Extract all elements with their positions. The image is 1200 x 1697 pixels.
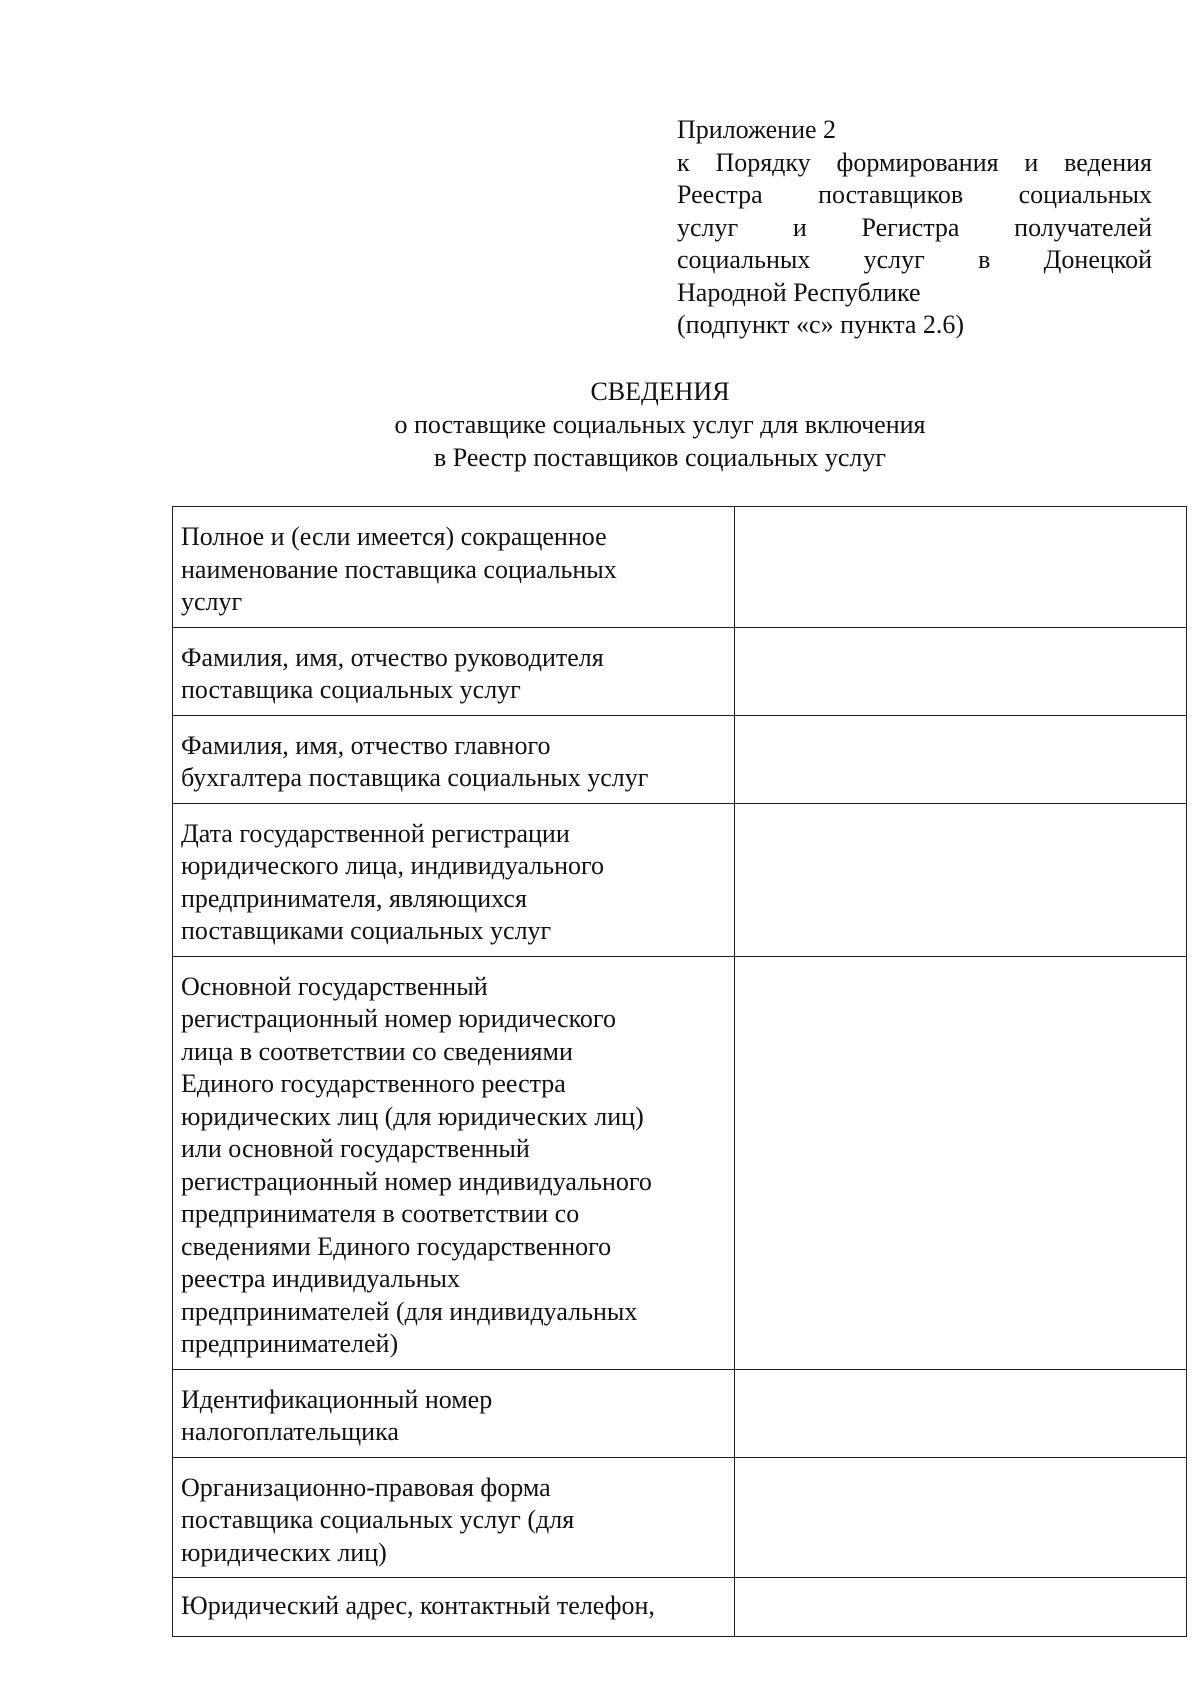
field-label-line: юридического лица, индивидуального xyxy=(181,851,605,880)
field-value[interactable] xyxy=(735,507,1187,628)
document-title: СВЕДЕНИЯ xyxy=(590,377,730,406)
field-label-line: Юридический адрес, контактный телефон, xyxy=(181,1591,655,1620)
provider-info-table xyxy=(172,506,1187,1637)
table-row xyxy=(173,1369,1187,1457)
field-value[interactable] xyxy=(735,715,1187,803)
table-row xyxy=(173,627,1187,715)
field-label xyxy=(173,1578,735,1637)
appendix-reference-line: услуг и Регистра получателей xyxy=(677,212,1152,242)
field-label-line: Полное и (если имеется) сокращенное xyxy=(181,522,607,551)
appendix-header xyxy=(677,114,1152,342)
field-label xyxy=(173,1369,735,1457)
field-label-line: юридических лиц) xyxy=(181,1537,387,1567)
appendix-reference-line: к Порядку формирования и ведения xyxy=(677,147,1152,177)
field-label xyxy=(173,627,735,715)
appendix-reference-line: Реестра поставщиков социальных xyxy=(677,180,1152,209)
appendix-reference-line: социальных услуг в Донецкой xyxy=(677,245,1152,274)
field-label-line: услуг xyxy=(181,587,243,616)
field-label-line: Фамилия, имя, отчество главного xyxy=(181,730,551,760)
field-label-line: предпринимателя в соответствии со xyxy=(181,1199,580,1228)
field-value[interactable] xyxy=(735,627,1187,715)
field-label-line: поставщика социальных услуг (для xyxy=(181,1505,575,1534)
appendix-number: Приложение 2 xyxy=(677,115,837,144)
field-label-line: Фамилия, имя, отчество руководителя xyxy=(181,642,604,672)
table-row xyxy=(173,1578,1187,1637)
field-value[interactable] xyxy=(735,1369,1187,1457)
field-label-line: или основной государственный xyxy=(181,1134,530,1163)
field-label-line: поставщика социальных услуг xyxy=(181,675,521,704)
field-label-line: поставщиками социальных услуг xyxy=(181,916,552,945)
field-label-line: Дата государственной регистрации xyxy=(181,818,570,848)
field-label-line: лица в соответствии со сведениями xyxy=(181,1036,573,1066)
field-label-line: Основной государственный xyxy=(181,971,488,1001)
field-label-line: Единого государственного реестра xyxy=(181,1069,566,1098)
field-label-line: сведениями Единого государственного xyxy=(181,1231,612,1261)
field-label xyxy=(173,507,735,628)
document-title-block xyxy=(0,375,1200,474)
field-value[interactable] xyxy=(735,803,1187,956)
field-label-line: предпринимателей (для индивидуальных xyxy=(181,1296,638,1326)
field-label xyxy=(173,715,735,803)
appendix-subclause: (подпункт «с» пункта 2.6) xyxy=(677,310,965,339)
field-label xyxy=(173,803,735,956)
field-value[interactable] xyxy=(735,956,1187,1369)
document-subtitle: о поставщике социальных услуг для включения xyxy=(394,410,926,439)
field-value[interactable] xyxy=(735,1578,1187,1637)
field-label-line: бухгалтера поставщика социальных услуг xyxy=(181,763,649,792)
appendix-reference-line: Народной Республике xyxy=(677,277,921,307)
field-label-line: наименование поставщика социальных xyxy=(181,554,617,584)
field-label-line: Организационно-правовая форма xyxy=(181,1472,551,1502)
document-subtitle: в Реестр поставщиков социальных услуг xyxy=(434,443,886,472)
table-row xyxy=(173,803,1187,956)
field-label-line: предпринимателя, являющихся xyxy=(181,883,527,913)
field-label-line: юридических лиц (для юридических лиц) xyxy=(181,1101,644,1131)
table-row xyxy=(173,1457,1187,1578)
table-row xyxy=(173,507,1187,628)
table-row xyxy=(173,715,1187,803)
field-label-line: регистрационный номер юридического xyxy=(181,1004,616,1033)
field-label-line: Идентификационный номер xyxy=(181,1384,493,1414)
field-value[interactable] xyxy=(735,1457,1187,1578)
field-label xyxy=(173,956,735,1369)
field-label-line: предпринимателей) xyxy=(181,1329,399,1358)
field-label xyxy=(173,1457,735,1578)
field-label-line: реестра индивидуальных xyxy=(181,1264,461,1293)
field-label-line: налогоплательщика xyxy=(181,1417,399,1446)
table-row xyxy=(173,956,1187,1369)
field-label-line: регистрационный номер индивидуального xyxy=(181,1166,652,1196)
